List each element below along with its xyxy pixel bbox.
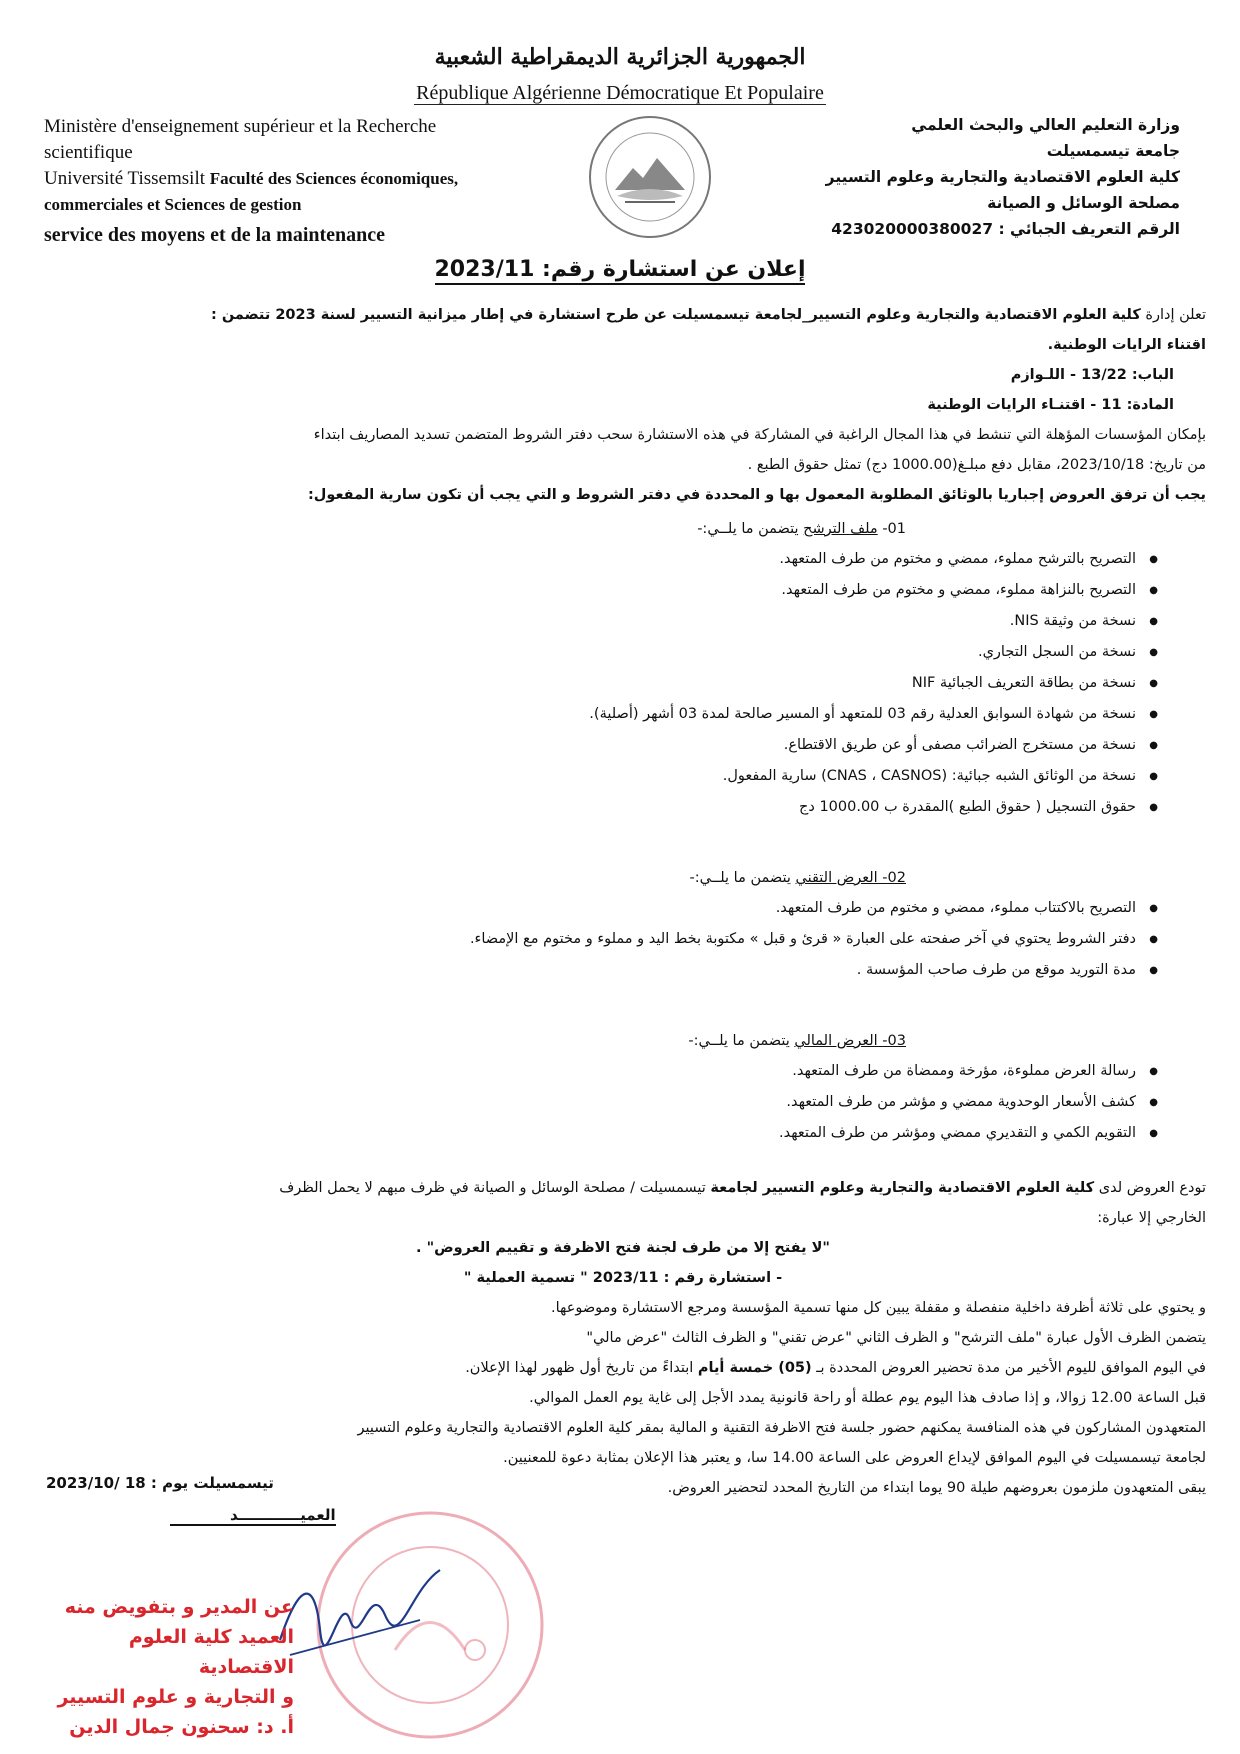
list-item: ● نسخة من شهادة السوابق العدلية رقم 03 للمتعهد أو المسير صالحة لمدة 03 أشهر (أصلية). [40, 699, 1206, 730]
date-line: تيسمسيلت يوم : 18 /2023/10 [46, 1474, 274, 1492]
ministry-line-1: Ministère d'enseignement supérieur et la Recherche [44, 116, 437, 137]
deposit-line-1: تودع العروض لدى كلية العلوم الاقتصادية والتجارية وعلوم التسيير لجامعة تيسمسيلت / مصلحة الوسائل و الصيانة في ظرف مبهم لا يحمل الظرف [279, 1180, 1206, 1196]
section-3-heading: 03- العرض المالي يتضمن ما يلــي:- [688, 1033, 906, 1049]
republic-title-arabic: الجمهورية الجزائرية الديمقراطية الشعبية [434, 44, 806, 70]
section-1-heading: 01- ملف الترشح يتضمن ما يلــي:- [697, 521, 906, 537]
list-item: ● التصريح بالترشح مملوء، ممضي و مختوم من طرف المتعهد. [40, 544, 1206, 575]
faculty-arabic: كلية العلوم الاقتصادية والتجارية وعلوم التسيير [825, 168, 1180, 186]
university-faculty-line: Université Tissemsilt Faculté des Sciences économiques, [44, 168, 459, 189]
announcement-title: إعلان عن استشارة رقم: 2023/11 [0, 257, 1240, 282]
list-item: ● نسخة من بطاقة التعريف الجبائية NIF [40, 668, 1206, 699]
list-item: ● رسالة العرض مملوءة، مؤرخة وممضاة من طرف المتعهد. [40, 1056, 1206, 1087]
signature [270, 1560, 450, 1670]
section-3-list [40, 1056, 1206, 1149]
list-item: ● كشف الأسعار الوحدوية ممضي و مؤشر من طرف المتعهد. [40, 1087, 1206, 1118]
list-item: ● نسخة من الوثائق الشبه جبائية: (CNAS ، CASNOS) سارية المفعول. [40, 761, 1206, 792]
section-1-list [40, 544, 1206, 823]
list-item: ● نسخة من مستخرج الضرائب مصفى أو عن طريق الاقتطاع. [40, 730, 1206, 761]
deposit-line-2: الخارجي إلا عبارة: [1097, 1210, 1206, 1226]
deposit-paragraph-6: لجامعة تيسمسيلت في اليوم الموافق لإيداع العروض على الساعة 14.00 سا، و يعتبر هذا الإعلان بمثابة دعوة للمعنيين. [503, 1450, 1206, 1466]
deposit-paragraph-2: يتضمن الظرف الأول عبارة "ملف الترشح" و الظرف الثاني "عرض تقني" و الظرف الثالث "عرض مالي" [586, 1330, 1206, 1346]
conditions-paragraph-1: بإمكان المؤسسات المؤهلة التي تنشط في هذا المجال الراغبة في المشاركة في هذه الاستشارة سحب دفتر الشروط المتضمن تسديد المصاريف ابتداء [313, 427, 1206, 443]
ministry-line-2: scientifique [44, 142, 133, 163]
dean-title: العميــــــــــــد [170, 1506, 336, 1526]
deposit-paragraph-3: في اليوم الموافق لليوم الأخير من مدة تحضير العروض المحددة بـ (05) خمسة أيام ابتداءً من تاريخ أول ظهور لهذا الإعلان. [465, 1360, 1206, 1376]
faculty-line-2: commerciales et Sciences de gestion [44, 195, 302, 214]
section-2-heading: 02- العرض التقني يتضمن ما يلــي:- [689, 870, 906, 886]
section-2-list [40, 893, 1206, 986]
list-item: ● حقوق التسجيل ( حقوق الطبع )المقدرة ب 1000.00 دج [40, 792, 1206, 823]
tax-id-arabic: الرقم التعريف الجبائي : 423020000380027 [831, 220, 1180, 238]
stamp-line: عن المدير و بتفويض منه [64, 1596, 294, 1618]
delegation-stamp [34, 1592, 294, 1742]
conditions-paragraph-2: من تاريخ: 2023/10/18، مقابل دفع مبلـغ(1000.00 دج) تمثل حقوق الطبع . [747, 457, 1206, 473]
institution-block-arabic [740, 112, 1180, 242]
deposit-paragraph-4: قبل الساعة 12.00 زوالا، و إذا صادف هذا اليوم يوم عطلة أو راحة قانونية يمدد الأجل إلى غاية يوم العمل الموالي. [529, 1390, 1206, 1406]
service-arabic: مصلحة الوسائل و الصيانة [987, 194, 1180, 212]
ministry-arabic: وزارة التعليم العالي والبحث العلمي [911, 116, 1180, 134]
article-line: المادة: 11 - اقتنـاء الرايات الوطنية [927, 397, 1174, 413]
university-arabic: جامعة تيسمسيلت [1046, 142, 1180, 160]
deposit-paragraph-7: يبقى المتعهدون ملزمون بعروضهم طيلة 90 يوما ابتداء من التاريخ المحدد لتحضير العروض. [667, 1480, 1206, 1496]
stamp-line: العميد كلية العلوم الاقتصادية [128, 1626, 294, 1678]
institution-block-french [44, 114, 584, 248]
list-item: ● التقويم الكمي و التقديري ممضي ومؤشر من طرف المتعهد. [40, 1118, 1206, 1149]
list-item: ● مدة التوريد موقع من طرف صاحب المؤسسة . [40, 955, 1206, 986]
republic-title-french: République Algérienne Démocratique Et Populaire [416, 82, 824, 104]
announcement-body [40, 300, 1206, 1503]
list-item: ● التصريح بالنزاهة مملوء، ممضي و مختوم من طرف المتعهد. [40, 575, 1206, 606]
service-line: service des moyens et de la maintenance [44, 224, 386, 246]
list-item: ● دفتر الشروط يحتوي في آخر صفحته على العبارة « قرئ و قبل » مكتوبة بخط اليد و مملوء و مختوم مع الإمضاء. [40, 924, 1206, 955]
list-item: ● نسخة من وثيقة NIS. [40, 606, 1206, 637]
list-item: ● نسخة من السجل التجاري. [40, 637, 1206, 668]
deposit-paragraph-5: المتعهدون المشاركون في هذه المنافسة يمكنهم حضور جلسة فتح الاظرفة التقنية و المالية بمقر كلية العلوم الاقتصادية والتجارية وعلوم التسيير [357, 1420, 1206, 1436]
list-item: ● التصريح بالاكتتاب مملوء، ممضي و مختوم من طرف المتعهد. [40, 893, 1206, 924]
envelope-quote-2: - استشارة رقم : 2023/11 " تسمية العملية " [463, 1270, 783, 1286]
chapter-line: الباب: 13/22 - اللـوازم [1010, 367, 1174, 383]
intro-line: تعلن إدارة كلية العلوم الاقتصادية والتجارية وعلوم التسيير_لجامعة تيسمسيلت عن طرح استشارة في إطار ميزانية التسيير لسنة 2023 تتضمن : [211, 307, 1206, 323]
intro-subject: اقتناء الرايات الوطنية. [1047, 337, 1206, 353]
envelope-quote-1: "لا يفتح إلا من طرف لجنة فتح الاظرفة و تقييم العروض" . [416, 1240, 830, 1256]
stamp-line: و التجارية و علوم التسيير [57, 1686, 294, 1708]
deposit-paragraph-1: و يحتوي على ثلاثة أظرفة داخلية منفصلة و مقفلة يبين كل منها تسمية المؤسسة ومرجع الاستشارة وموضوعها. [551, 1300, 1206, 1316]
stamp-line: أ. د: سحنون جمال الدين [69, 1716, 294, 1738]
conditions-paragraph-3: يجب أن ترفق العروض إجباريا بالوثائق المطلوبة المعمول بها و المحددة في دفتر الشروط و التي يجب أن تكون سارية المفعول: [308, 487, 1206, 503]
university-logo [585, 112, 715, 242]
